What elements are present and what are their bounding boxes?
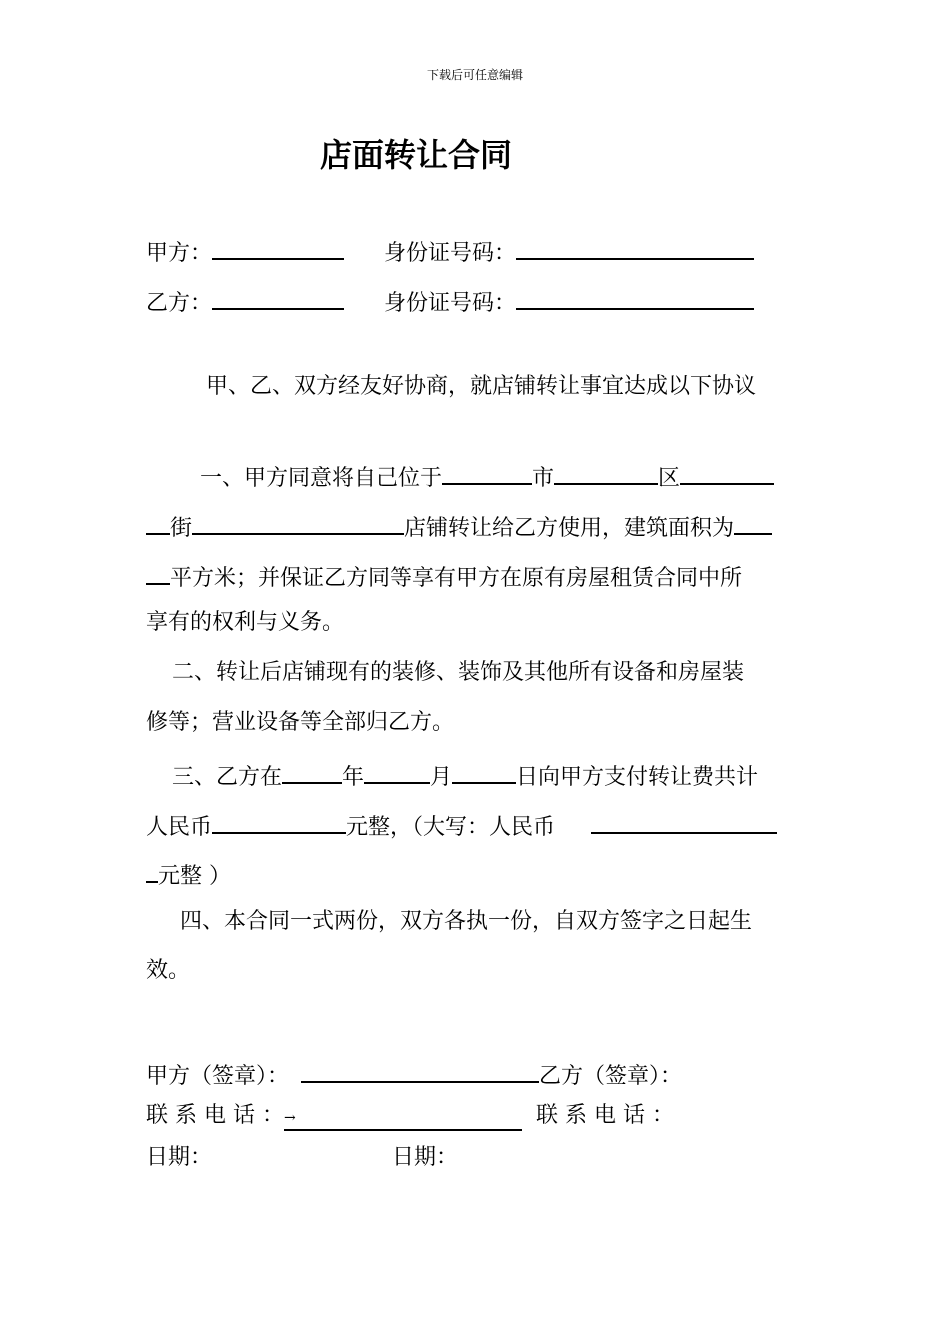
- party-a-id-label: 身份证号码：: [384, 241, 517, 266]
- clause-2-line-1: 二、转让后店铺现有的装修、装饰及其他所有设备和房屋装: [172, 660, 745, 685]
- party-a-phone-blank[interactable]: [284, 1107, 522, 1131]
- party-a-row: [146, 236, 754, 267]
- street-name-blank[interactable]: [192, 511, 404, 535]
- party-a-id-blank[interactable]: [516, 236, 754, 260]
- rmb-label: 人民币: [146, 815, 213, 840]
- city-blank[interactable]: [442, 461, 532, 485]
- transfer-text: 店铺转让给乙方使用，建筑面积为: [404, 516, 735, 541]
- month-label: 月: [430, 765, 453, 790]
- street-blank-end[interactable]: [146, 511, 170, 535]
- clause-1-line-1: [200, 461, 774, 492]
- clause-3-text: 三、乙方在: [172, 765, 283, 790]
- phone-row: [146, 1103, 674, 1131]
- page-header-note: 下载后可任意编辑: [426, 68, 523, 82]
- city-label: 市: [532, 466, 555, 491]
- year-label: 年: [342, 765, 365, 790]
- party-b-row: [146, 286, 754, 317]
- street-label: 街: [170, 516, 193, 541]
- amount-blank[interactable]: [212, 810, 346, 834]
- party-b-label: 乙方：: [146, 291, 213, 316]
- clause-4-line-2: 效。: [146, 958, 191, 983]
- clause-4-line-1: 四、本合同一式两份，双方各执一份，自双方签字之日起生: [180, 909, 753, 934]
- clause-1-line-4: 享有的权利与义务。: [146, 610, 345, 635]
- party-b-name-blank[interactable]: [212, 286, 344, 310]
- yuan-end-label: 元整 ）: [158, 864, 231, 889]
- clause-3-line-1: [172, 760, 758, 791]
- party-a-phone-label: 联 系 电 话 ：: [146, 1103, 284, 1128]
- year-blank[interactable]: [282, 760, 342, 784]
- clause-2-line-2: 修等；营业设备等全部归乙方。: [146, 710, 455, 735]
- party-b-sign-label: 乙方（签章）：: [539, 1064, 683, 1089]
- area-unit-text: 平方米；并保证乙方同等享有甲方在原有房屋租赁合同中所: [170, 566, 743, 591]
- area-blank-start[interactable]: [734, 511, 772, 535]
- party-b-phone-label: 联 系 电 话 ：: [535, 1103, 674, 1128]
- clause-3-line-2: [146, 810, 777, 841]
- amount-words-blank[interactable]: [591, 810, 777, 834]
- clause-1-text: 一、甲方同意将自己位于: [200, 466, 443, 491]
- party-b-date-label: 日期：: [392, 1145, 459, 1170]
- signature-row: [146, 1059, 682, 1090]
- party-a-sign-label: 甲方（签章）：: [146, 1064, 290, 1089]
- area-blank-end[interactable]: [146, 561, 170, 585]
- month-blank[interactable]: [364, 760, 430, 784]
- street-blank-start[interactable]: [680, 461, 774, 485]
- district-label: 区: [658, 466, 681, 491]
- clause-1-line-2: [146, 511, 772, 542]
- date-row: [146, 1145, 458, 1171]
- clause-3-line-3: [146, 859, 231, 890]
- party-b-id-blank[interactable]: [516, 286, 754, 310]
- party-a-label: 甲方：: [146, 241, 213, 266]
- party-a-sign-blank[interactable]: [301, 1059, 539, 1083]
- party-a-name-blank[interactable]: [212, 236, 344, 260]
- clause-1-line-3: [146, 561, 742, 592]
- party-a-date-label: 日期：: [146, 1145, 213, 1170]
- payment-text: 日向甲方支付转让费共计: [516, 765, 759, 790]
- arrow-mark-icon: →: [283, 1110, 296, 1126]
- district-blank[interactable]: [554, 461, 658, 485]
- contract-title: 店面转让合同: [320, 136, 513, 174]
- intro-paragraph: 甲、乙、双方经友好协商，就店铺转让事宜达成以下协议: [206, 374, 757, 399]
- amount-words-label: 元整，（大写：人民币: [346, 815, 556, 840]
- amount-words-blank-end[interactable]: [146, 859, 158, 883]
- day-blank[interactable]: [452, 760, 516, 784]
- party-b-id-label: 身份证号码：: [384, 291, 517, 316]
